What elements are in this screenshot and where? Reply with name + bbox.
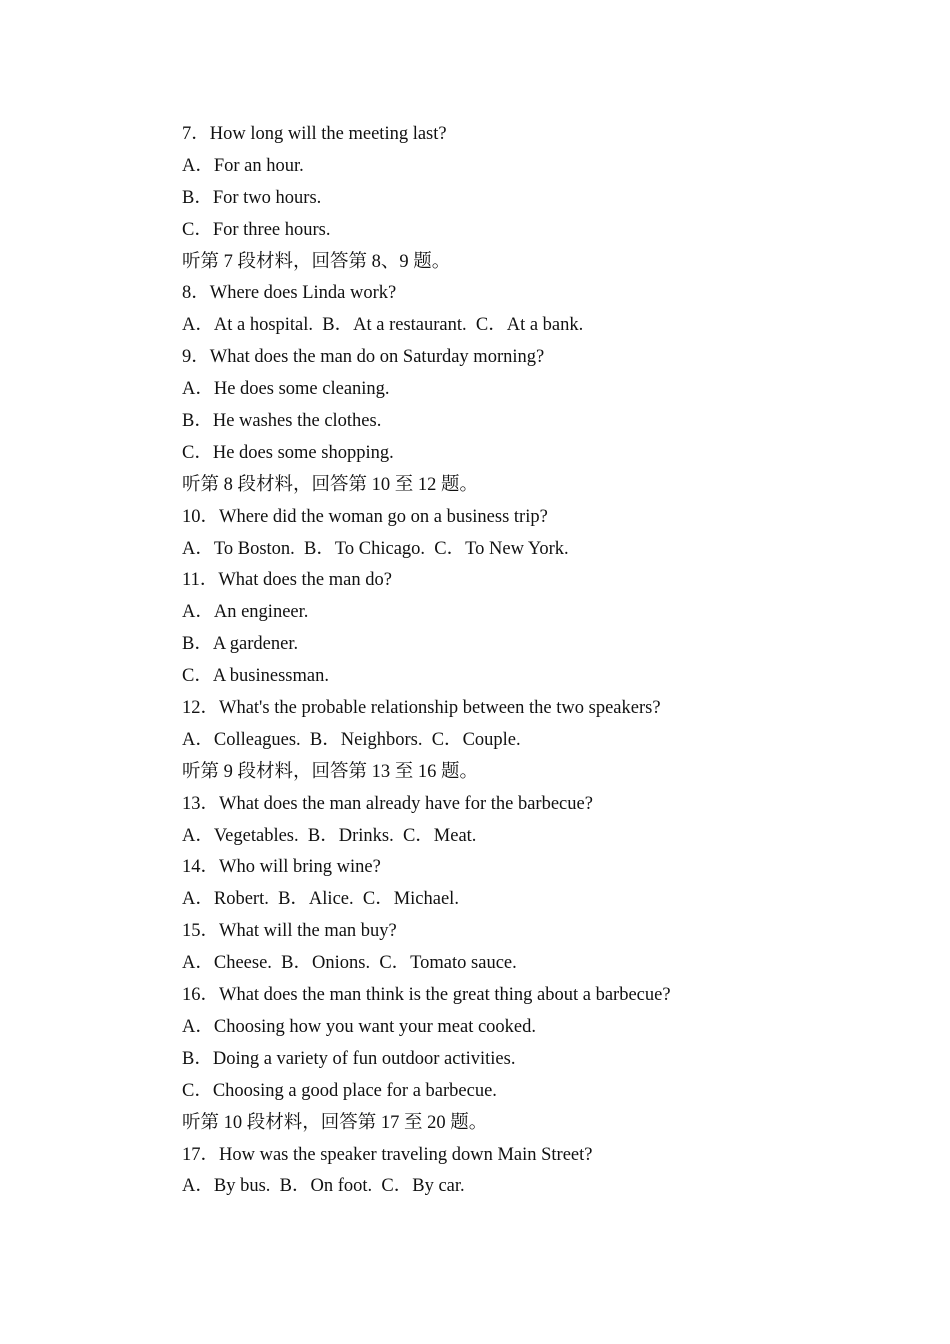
- q10-options: A．To Boston. B．To Chicago. C．To New York.: [182, 538, 569, 559]
- document-page: [182, 119, 882, 1203]
- q16-option-c: C．Choosing a good place for a barbecue.: [182, 1080, 497, 1101]
- q15-options: A．Cheese. B．Onions. C．Tomato sauce.: [182, 953, 517, 974]
- section-heading-10: 听第 10 段材料，回答第 17 至 20 题。: [182, 1112, 488, 1133]
- q14-options: A．Robert. B．Alice. C．Michael.: [182, 889, 459, 910]
- q16-option-b: B．Doing a variety of fun outdoor activities.: [182, 1048, 516, 1069]
- q9-option-a: A．He does some cleaning.: [182, 379, 390, 400]
- q7-option-a: A．For an hour.: [182, 155, 304, 176]
- q7-option-c: C．For three hours.: [182, 219, 331, 240]
- q11-option-c: C．A businessman.: [182, 666, 329, 687]
- q11-option-b: B．A gardener.: [182, 634, 299, 655]
- q9-option-c: C．He does some shopping.: [182, 442, 394, 463]
- q12-options: A．Colleagues. B．Neighbors. C．Couple.: [182, 729, 521, 750]
- question-12: 12．What's the probable relationship between the two speakers?: [182, 698, 661, 719]
- q17-options: A．By bus. B．On foot. C．By car.: [182, 1176, 465, 1197]
- q9-option-b: B．He washes the clothes.: [182, 411, 382, 432]
- question-8: 8．Where does Linda work?: [182, 283, 397, 304]
- question-16: 16．What does the man think is the great thing about a barbecue?: [182, 985, 671, 1006]
- q16-option-a: A．Choosing how you want your meat cooked.: [182, 1016, 537, 1037]
- question-7: 7．How long will the meeting last?: [182, 124, 447, 144]
- question-15: 15．What will the man buy?: [182, 921, 397, 942]
- question-17: 17．How was the speaker traveling down Main Street?: [182, 1144, 593, 1165]
- question-9: 9．What does the man do on Saturday morning?: [182, 347, 545, 368]
- question-14: 14．Who will bring wine?: [182, 857, 381, 878]
- q7-option-b: B．For two hours.: [182, 187, 322, 208]
- q8-options: A．At a hospital. B．At a restaurant. C．At a bank.: [182, 315, 584, 336]
- question-10: 10．Where did the woman go on a business trip?: [182, 506, 548, 527]
- question-11: 11．What does the man do?: [182, 570, 392, 591]
- q11-option-a: A．An engineer.: [182, 602, 309, 623]
- section-heading-9: 听第 9 段材料，回答第 13 至 16 题。: [182, 761, 479, 782]
- q13-options: A．Vegetables. B．Drinks. C．Meat.: [182, 825, 477, 846]
- section-heading-7: 听第 7 段材料，回答第 8、9 题。: [182, 251, 451, 272]
- question-13: 13．What does the man already have for the barbecue?: [182, 793, 593, 814]
- section-heading-8: 听第 8 段材料，回答第 10 至 12 题。: [182, 474, 479, 495]
